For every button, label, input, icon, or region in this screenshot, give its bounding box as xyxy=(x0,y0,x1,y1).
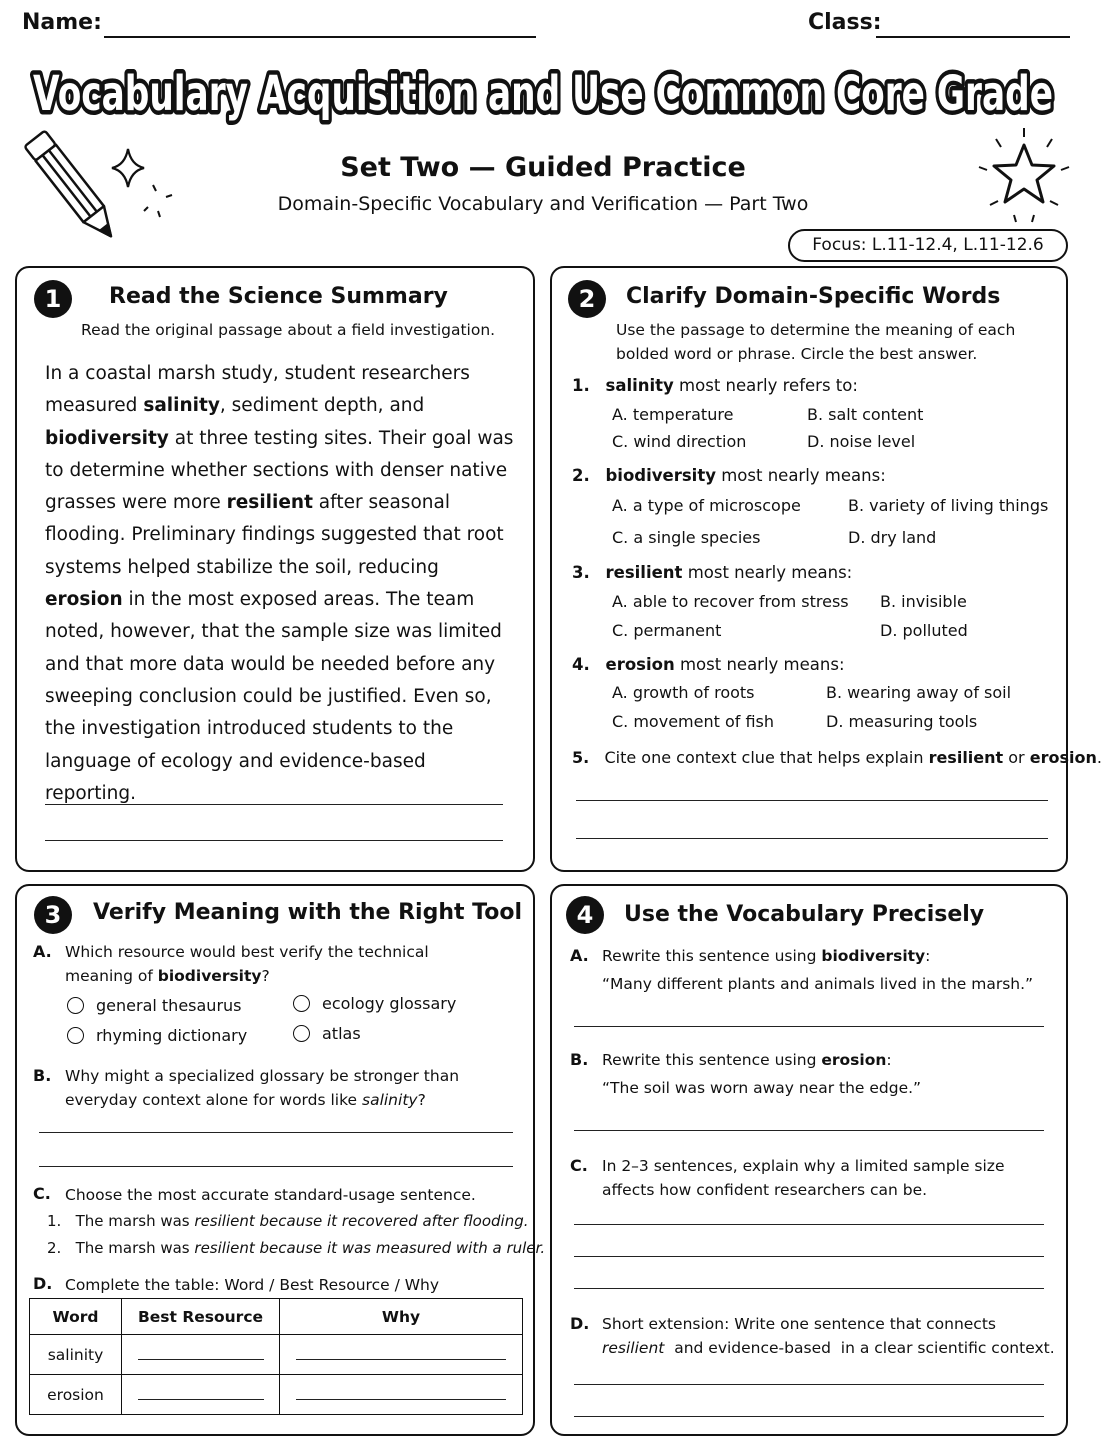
table-row xyxy=(30,1335,523,1375)
option-4a[interactable]: A. growth of roots xyxy=(612,683,755,702)
option-label: rhyming dictionary xyxy=(96,1026,248,1045)
part-label: C. xyxy=(33,1184,51,1203)
option-1b[interactable]: B. salt content xyxy=(807,405,924,424)
option-4c[interactable]: C. movement of fish xyxy=(612,712,775,731)
question-1 xyxy=(572,376,858,395)
answer-line[interactable] xyxy=(39,1132,513,1133)
option-text: The marsh was xyxy=(75,1239,195,1257)
text: meaning of xyxy=(65,967,158,985)
question-4 xyxy=(572,655,845,674)
panel-title: Clarify Domain-Specific Words xyxy=(626,284,1001,309)
question-word: salinity xyxy=(605,376,674,395)
table-cell-word: erosion xyxy=(30,1375,122,1415)
class-label: Class: xyxy=(808,10,882,35)
blank-line[interactable] xyxy=(138,1346,264,1360)
passage-text: , sediment depth, and xyxy=(219,395,425,417)
table-cell-resource[interactable] xyxy=(122,1335,280,1375)
question-stem: . xyxy=(1096,748,1102,767)
part-a-text-2 xyxy=(65,964,270,988)
text: Rewrite this sentence using xyxy=(602,1051,822,1069)
option-2c[interactable]: C. a single species xyxy=(612,528,761,547)
text: : xyxy=(886,1051,892,1069)
question-number: 2. xyxy=(572,466,590,485)
vocab-resilient: resilient xyxy=(226,492,313,514)
panel-title: Read the Science Summary xyxy=(109,284,448,309)
answer-line[interactable] xyxy=(574,1026,1044,1027)
question-word: resilient xyxy=(605,563,683,582)
option-label: general thesaurus xyxy=(96,996,242,1015)
question-number: 5. xyxy=(572,748,590,767)
text: and evidence-based in a clear scientific context. xyxy=(664,1339,1055,1357)
page-title xyxy=(0,52,1086,132)
option-1d[interactable]: D. noise level xyxy=(807,432,916,451)
table-header: Best Resource xyxy=(122,1299,280,1335)
question-stem: Cite one context clue that helps explain xyxy=(604,748,929,767)
panel-verify-meaning xyxy=(15,884,546,1436)
panel-number: 4 xyxy=(566,896,604,934)
question-3 xyxy=(572,563,852,582)
blank-line[interactable] xyxy=(296,1346,506,1360)
question-stem: most nearly refers to: xyxy=(673,376,858,395)
part-label: A. xyxy=(570,946,589,965)
focus-badge: Focus: L.11-12.4, L.11-12.6 xyxy=(788,229,1068,262)
option-label: atlas xyxy=(322,1024,361,1043)
option-text: resilient because it was measured with a ruler. xyxy=(194,1239,546,1257)
option-2d[interactable]: D. dry land xyxy=(848,528,937,547)
table-header: Word xyxy=(30,1299,122,1335)
panel-title: Verify Meaning with the Right Tool xyxy=(93,900,523,925)
passage-text: after seasonal flooding. Preliminary findings suggested that root systems helped stabilize the soil, reducing xyxy=(45,492,504,578)
table-header-row xyxy=(30,1299,523,1335)
vocab-salinity: salinity xyxy=(143,395,220,417)
answer-line[interactable] xyxy=(576,838,1048,839)
table-row xyxy=(30,1375,523,1415)
table-header: Why xyxy=(280,1299,523,1335)
panel-number: 3 xyxy=(34,896,72,934)
class-field[interactable] xyxy=(876,36,1070,38)
name-field[interactable] xyxy=(104,36,536,38)
question-word: resilient xyxy=(928,748,1004,767)
question-stem: most nearly means: xyxy=(674,655,845,674)
blank-line[interactable] xyxy=(296,1386,506,1400)
question-word: erosion xyxy=(605,655,675,674)
part-d-text: Short extension: Write one sentence that connects xyxy=(602,1315,996,1333)
option-label: ecology glossary xyxy=(322,994,457,1013)
part-b-text-2 xyxy=(65,1088,426,1112)
word-resource-table xyxy=(29,1298,523,1415)
radio-icon xyxy=(67,1027,84,1044)
option-3a[interactable]: A. able to recover from stress xyxy=(612,592,849,611)
question-number: 1. xyxy=(572,376,590,395)
question-2 xyxy=(572,466,886,485)
part-label: C. xyxy=(570,1156,588,1175)
panel-instruction: Use the passage to determine the meaning of each xyxy=(616,321,1016,339)
panel-title: Use the Vocabulary Precisely xyxy=(624,902,985,927)
question-number: 3. xyxy=(572,563,590,582)
radio-icon xyxy=(67,997,84,1014)
option-3d[interactable]: D. polluted xyxy=(880,621,968,640)
answer-line[interactable] xyxy=(574,1288,1044,1289)
radio-option[interactable] xyxy=(67,1026,247,1045)
table-cell-why[interactable] xyxy=(280,1335,523,1375)
answer-line[interactable] xyxy=(574,1256,1044,1257)
title-outline: Vocabulary Acquisition and Use Common Core Grade xyxy=(33,66,1053,122)
text: ? xyxy=(417,1091,426,1109)
text: Rewrite this sentence using xyxy=(602,947,822,965)
option-2b[interactable]: B. variety of living things xyxy=(848,496,1049,515)
usage-option-2[interactable] xyxy=(47,1239,545,1257)
part-c-text: In 2–3 sentences, explain why a limited sample size xyxy=(602,1157,1005,1175)
usage-option-1[interactable] xyxy=(47,1212,529,1230)
part-label: D. xyxy=(570,1314,590,1333)
answer-line[interactable] xyxy=(45,840,503,841)
panel-number: 1 xyxy=(34,280,72,318)
panel-instruction: Read the original passage about a field investigation. xyxy=(81,321,496,339)
question-word: erosion xyxy=(1029,748,1097,767)
blank-line[interactable] xyxy=(138,1386,264,1400)
part-a-text: Which resource would best verify the technical xyxy=(65,943,429,961)
part-a-text xyxy=(602,944,930,968)
option-text: resilient because it recovered after flooding. xyxy=(194,1212,529,1230)
question-stem: most nearly means: xyxy=(715,466,886,485)
subtitle-secondary: Domain-Specific Vocabulary and Verification — Part Two xyxy=(277,193,809,215)
option-3b[interactable]: B. invisible xyxy=(880,592,967,611)
option-4b[interactable]: B. wearing away of soil xyxy=(826,683,1012,702)
text: everyday context alone for words like xyxy=(65,1091,362,1109)
text: ? xyxy=(261,967,270,985)
part-c-text: Choose the most accurate standard-usage sentence. xyxy=(65,1186,476,1204)
part-label: B. xyxy=(33,1066,52,1085)
part-b-quote: “The soil was worn away near the edge.” xyxy=(602,1079,922,1097)
vocab-biodiversity: biodiversity xyxy=(45,427,169,449)
science-passage xyxy=(45,358,515,810)
radio-icon xyxy=(293,995,310,1012)
radio-icon xyxy=(293,1025,310,1042)
radio-option[interactable] xyxy=(293,994,456,1013)
part-a-quote: “Many different plants and animals lived in the marsh.” xyxy=(602,975,1034,993)
vocab-word: erosion xyxy=(821,1051,887,1069)
table-cell-resource[interactable] xyxy=(122,1375,280,1415)
option-number: 1. xyxy=(47,1212,62,1230)
vocab-word: biodiversity xyxy=(821,947,926,965)
part-label: A. xyxy=(33,942,52,961)
vocab-word: biodiversity xyxy=(157,967,262,985)
subtitle: Set Two — Guided Practice xyxy=(340,152,746,183)
panel-use-vocabulary xyxy=(550,884,1068,1436)
vocab-word: salinity xyxy=(362,1091,418,1109)
part-b-text xyxy=(602,1048,892,1072)
part-b-text: Why might a specialized glossary be stronger than xyxy=(65,1067,460,1085)
part-label: D. xyxy=(33,1274,53,1293)
answer-line[interactable] xyxy=(45,804,503,805)
table-cell-why[interactable] xyxy=(280,1375,523,1415)
radio-option[interactable] xyxy=(67,996,242,1015)
title-fill: Vocabulary Acquisition and Use Common Core Grade xyxy=(33,66,1053,122)
vocab-erosion: erosion xyxy=(45,589,123,611)
panel-clarify-words xyxy=(550,266,1102,872)
part-d-text-2 xyxy=(602,1336,1055,1360)
answer-line[interactable] xyxy=(574,1384,1044,1385)
radio-option[interactable] xyxy=(293,1024,361,1043)
part-c-text-2: affects how confident researchers can be. xyxy=(602,1181,928,1199)
option-3c[interactable]: C. permanent xyxy=(612,621,722,640)
answer-line[interactable] xyxy=(574,1130,1044,1131)
question-number: 4. xyxy=(572,655,590,674)
panel-number: 2 xyxy=(568,280,606,318)
question-5 xyxy=(572,748,1102,767)
name-label: Name: xyxy=(22,10,102,35)
option-1a[interactable]: A. temperature xyxy=(612,405,734,424)
question-stem: or xyxy=(1003,748,1030,767)
question-word: biodiversity xyxy=(605,466,716,485)
answer-line[interactable] xyxy=(39,1166,513,1167)
answer-line[interactable] xyxy=(576,800,1048,801)
passage-text: In a coastal marsh study, student researchers measured xyxy=(45,363,470,417)
passage-text: in the most exposed areas. The team noted, however, that the sample size was limited and that more data would be needed before any sweeping conclusion could be justified. Even so, the investigation introduced students to the language of ecology and evidence-based reporting. xyxy=(45,589,502,804)
text: : xyxy=(925,947,931,965)
answer-line[interactable] xyxy=(574,1416,1044,1417)
passage-text: at three testing sites. Their goal was to determine whether sections with denser native grasses were more xyxy=(45,427,514,514)
question-stem: most nearly means: xyxy=(682,563,853,582)
name-class-row xyxy=(22,10,1068,40)
option-1c[interactable]: C. wind direction xyxy=(612,432,747,451)
panel-read-summary xyxy=(15,266,535,872)
option-text: The marsh was xyxy=(75,1212,195,1230)
part-label: B. xyxy=(570,1050,589,1069)
answer-line[interactable] xyxy=(574,1224,1044,1225)
part-d-text: Complete the table: Word / Best Resource / Why xyxy=(65,1276,440,1294)
option-2a[interactable]: A. a type of microscope xyxy=(612,496,801,515)
table-cell-word: salinity xyxy=(30,1335,122,1375)
option-4d[interactable]: D. measuring tools xyxy=(826,712,978,731)
option-number: 2. xyxy=(47,1239,62,1257)
panel-instruction: bolded word or phrase. Circle the best answer. xyxy=(616,345,978,363)
vocab-word: resilient xyxy=(602,1339,665,1357)
